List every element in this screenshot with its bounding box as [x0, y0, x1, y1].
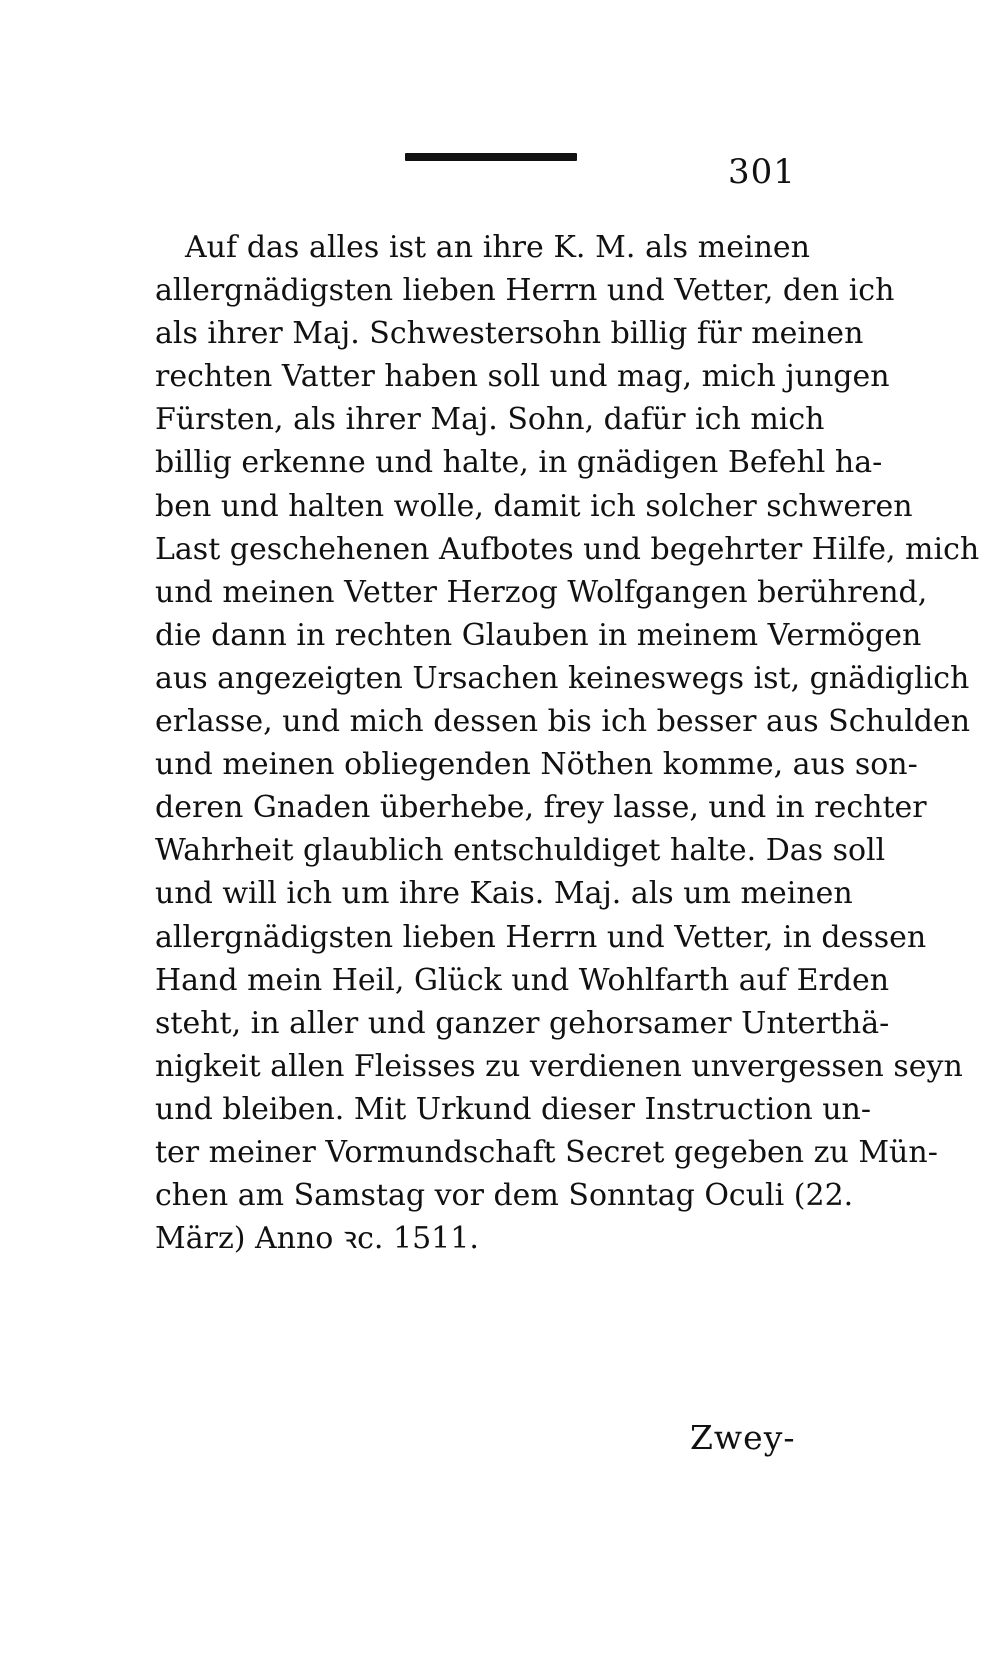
- text-line: und bleiben. Mit Urkund dieser Instruction un-: [155, 1091, 871, 1127]
- text-line: rechten Vatter haben soll und mag, mich jungen: [155, 359, 890, 395]
- text-line: billig erkenne und halte, in gnädigen Befehl ha-: [155, 445, 883, 481]
- text-line: allergnädigsten lieben Herrn und Vetter, den ich: [155, 273, 895, 309]
- page-number: 301: [728, 152, 796, 192]
- text-line: und meinen Vetter Herzog Wolfgangen berührend,: [155, 574, 928, 610]
- text-line: erlasse, und mich dessen bis ich besser aus Schulden: [155, 704, 971, 740]
- text-line: ben und halten wolle, damit ich solcher schweren: [155, 488, 913, 524]
- text-line: deren Gnaden überhebe, frey lasse, und in rechter: [155, 790, 927, 826]
- text-line: Wahrheit glaublich entschuldiget halte. Das soll: [155, 833, 886, 869]
- text-line: die dann in rechten Glauben in meinem Vermögen: [155, 617, 922, 653]
- text-line: März) Anno ꝛc. 1511.: [155, 1221, 479, 1257]
- text-line: allergnädigsten lieben Herrn und Vetter, in dessen: [155, 919, 927, 955]
- text-line: chen am Samstag vor dem Sonntag Oculi (22.: [155, 1178, 854, 1214]
- text-line: Auf das alles ist an ihre K. M. als meinen: [185, 230, 810, 265]
- text-line: Last geschehenen Aufbotes und begehrter Hilfe, mich: [155, 531, 980, 567]
- header-rule: [405, 153, 577, 161]
- text-line: und will ich um ihre Kais. Maj. als um meinen: [155, 876, 853, 912]
- text-line: nigkeit allen Fleisses zu verdienen unvergessen seyn: [155, 1048, 963, 1084]
- text-line: und meinen obliegenden Nöthen komme, aus son-: [155, 747, 918, 783]
- text-line: ter meiner Vormundschaft Secret gegeben zu Mün-: [155, 1134, 938, 1170]
- text-line: als ihrer Maj. Schwestersohn billig für meinen: [155, 316, 864, 352]
- body-text: [155, 226, 980, 1260]
- text-line: aus angezeigten Ursachen keineswegs ist, gnädiglich: [155, 660, 970, 696]
- text-line: steht, in aller und ganzer gehorsamer Unterthä-: [155, 1005, 890, 1041]
- catchword: Zwey-: [690, 1418, 796, 1457]
- text-line: Hand mein Heil, Glück und Wohlfarth auf Erden: [155, 962, 890, 998]
- text-line: Fürsten, als ihrer Maj. Sohn, dafür ich mich: [155, 402, 825, 438]
